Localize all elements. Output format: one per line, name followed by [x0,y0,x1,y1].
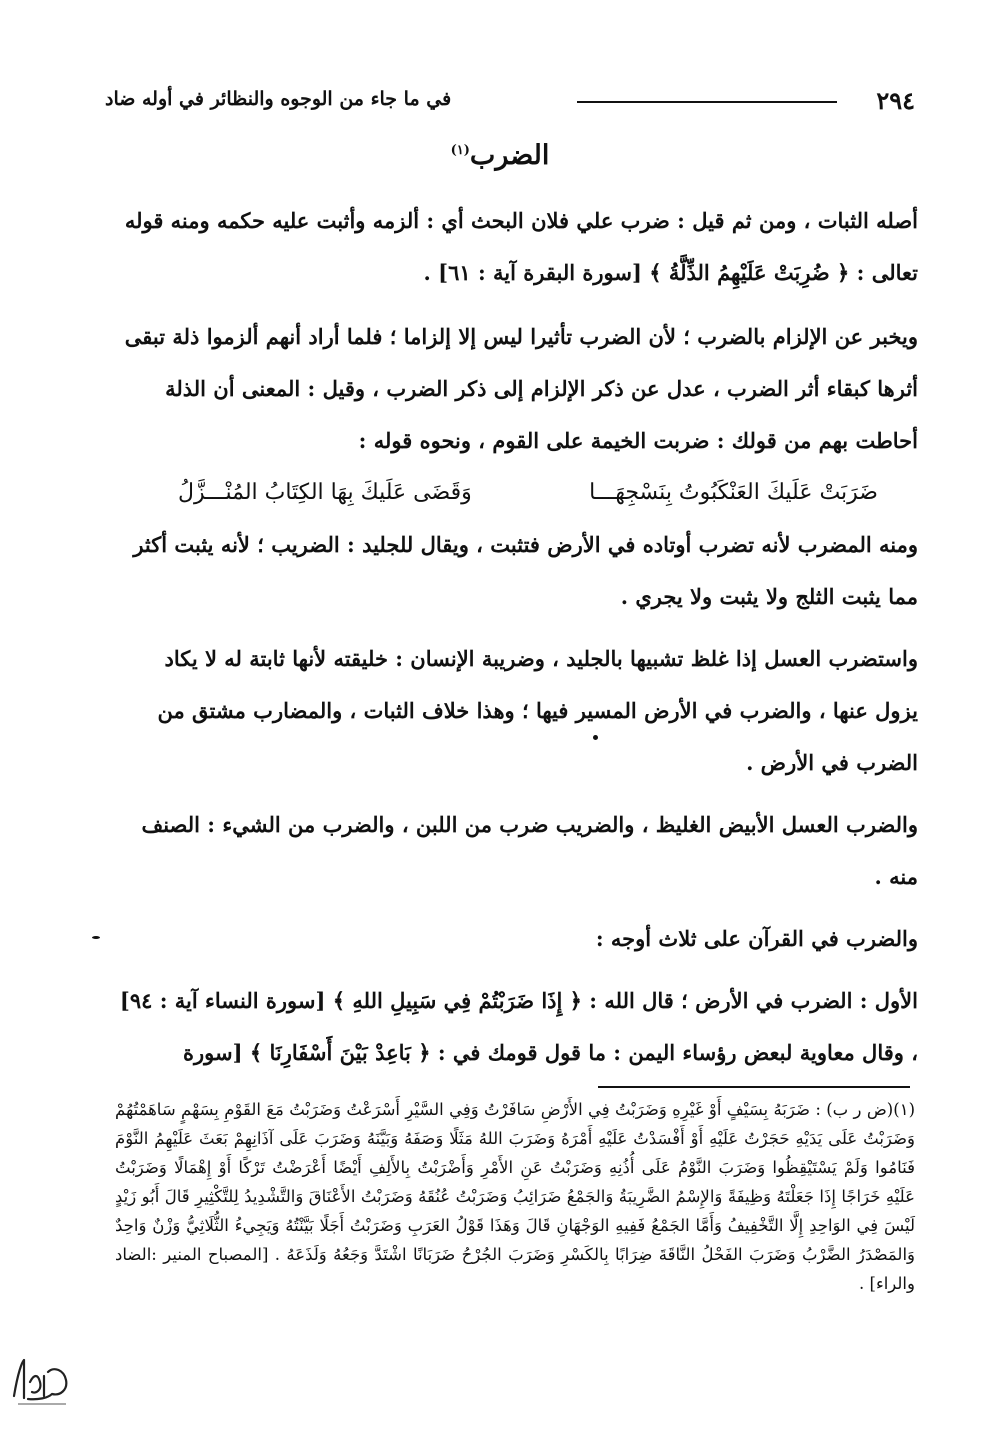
entry-heading [380,140,620,171]
ink-speck [593,735,598,740]
paragraph: واستضرب العسل إذا غلظ تشبيها بالجليد ، وضريبة الإنسان : خليقته لأنها ثابتة له لا يكاد يزول عنها ، والضرب في الأرض المسير فيها ؛ وهذا خلاف الثبات ، والمضارب مشتق من الضرب في الأرض . [157,646,918,775]
running-title: في ما جاء من الوجوه والنظائر في أوله ضاد [105,88,452,110]
main-text [118,195,918,1079]
entry-heading-word: الضرب [469,140,550,171]
paragraph: والضرب في القرآن على ثلاث أوجه : [595,926,918,951]
paragraph: ويخبر عن الإلزام بالضرب ؛ لأن الضرب تأثيرا ليس إلا إلزاما ؛ فلما أراد أنهم ألزموا ذلة تبقى أثرها كبقاء أثر الضرب ، عدل عن ذكر الإلزام إلى ذكر الضرب ، وقيل : المعنى أن الذلة أحاطت بهم من قولك : ضربت الخيمة على القوم ، ونحوه قوله : [124,324,918,453]
page-number: ٢٩٤ [876,86,915,115]
footnote-rule [598,1086,910,1088]
running-header [105,86,915,120]
header-rule [577,101,837,103]
footnote: (١)(ض ر ب) : ضَرَبَهُ بِسَيْفٍ أَوْ غَيْرِهِ وَضَرَبْتُ فِي الأَرْضِ سَافَرْتُ وَفِي السَّيْرِ أَسْرَعْتُ وَضَرَبْتُ مَعَ القَوْمِ بِسَهْمٍ سَاهَمْتُهُمْ وَضَرَبْتُ عَلَى يَدَيْهِ حَجَرْتُ عَلَيْهِ أَوْ أَفْسَدْتُ عَلَيْهِ أَمْرَهُ وَضَرَبَ اللهُ مَثَلًا وَصَفَهُ وَبَيَّنَهُ وَضَرَبَ عَلَى آذَانِهِمْ بَعَثَ عَلَيْهِمُ النَّوْمَ فَنَامُوا وَلَمْ يَسْتَيْقِظُوا وَضَرَبَ النَّوْمُ عَلَى أُذُنِهِ وَضَرَبْتُ عَنِ الأَمْرِ وَأَضْرَبْتُ بِالأَلِفِ أَيْضًا أَعْرَضْتُ تَرْكًا أَوْ إِهْمَالًا وَضَرَبْتُ عَلَيْهِ خَرَاجًا إِذَا جَعَلْتَهُ وَظِيفَةً وَالإِسْمُ الضَّرِيبَةُ وَالجَمْعُ ضَرَائِبُ وَضَرَبْتُ عُنُقَهُ وَضَرَبْتُ الأَعْنَاقَ وَالتَّشْدِيدُ لِلتَّكْثِيرِ قَالَ أَبُو زَيْدٍ لَيْسَ فِي الوَاحِدِ إِلَّا التَّخْفِيفُ وَأَمَّا الجَمْعُ فَفِيهِ الوَجْهَانِ قَالَ وَهَذَا قَوْلُ العَرَبِ وَضَرَبْتُ أَجَلًا بَيَّنْتُهُ وَيَجِيءُ الثُّلَاثِيُّ وَزْنٌ وَاحِدٌ وَالمَصْدَرُ الضَّرْبُ وَضَرَبَ الفَحْلُ النَّاقَةَ ضِرَابًا بِالكَسْرِ وَضَرَبَ الجُرْحُ ضَرَبَانًا اشْتَدَّ وَجَعُهُ وَلَذَعَهُ . [المصباح المنير :الضاد والراء] . [115,1100,915,1293]
verse-first-hemistich: ضَرَبَتْ عَلَيكَ العَنْكَبُوتُ بِنَسْجِهَـــا [589,480,878,505]
ink-speck [92,936,100,939]
verse-second-hemistich: وَقَضَى عَلَيكَ بِهَا الكِتَابُ المُنْـــزَّلُ [178,480,472,505]
paragraph: والضرب العسل الأبيض الغليظ ، والضريب ضرب من اللبن ، والضرب من الشيء : الصنف منه . [141,812,918,889]
paragraph: الأول : الضرب في الأرض ؛ قال الله : ﴿ إِذَا ضَرَبْتُمْ فِي سَبِيلِ اللهِ ﴾ [سورة النساء آية : ٩٤] ، وقال معاوية لبعض رؤساء اليمن : ما قول قومك في : ﴿ بَاعِدْ بَيْنَ أَسْفَارِنَا ﴾ [سورة [119,988,918,1065]
paragraph: أصله الثبات ، ومن ثم قيل : ضرب علي فلان البحث أي : ألزمه وأثبت عليه حكمه ومنه قوله تعالى : ﴿ ضُرِبَتْ عَلَيْهِمُ الذِّلَّةُ ﴾ [سورة البقرة آية : ٦١] . [124,208,918,285]
poetry-verse [118,467,918,519]
library-logo [8,1352,74,1412]
paragraph: ومنه المضرب لأنه تضرب أوتاده في الأرض فتثبت ، ويقال للجليد : الضريب ؛ لأنه يثبت أكثر مما يثبت الثلج ولا يثبت ولا يجري . [133,532,918,609]
footnote-marker: (١) [450,143,470,158]
